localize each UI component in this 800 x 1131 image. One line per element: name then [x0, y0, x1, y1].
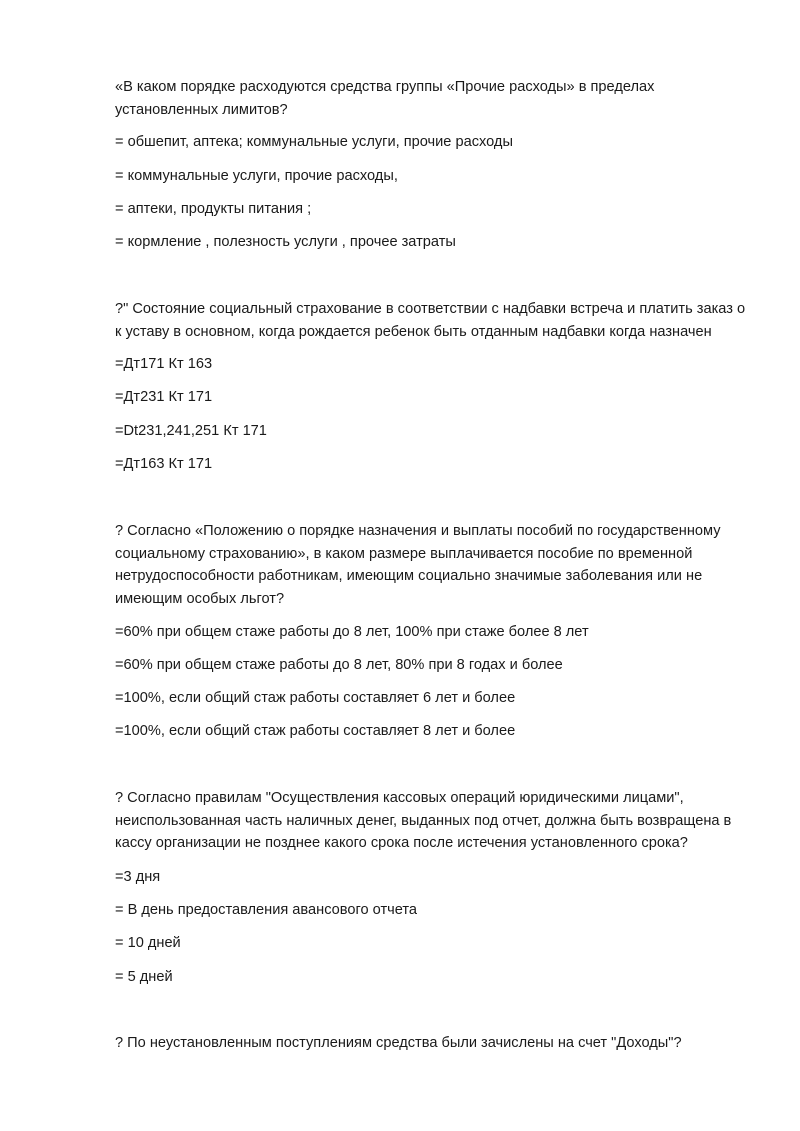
question-2-answer-1: =Дт171 Кт 163 [115, 356, 213, 372]
question-1-answer-1: = обшепит, аптека; коммунальные услуги, прочие расходы [115, 134, 513, 150]
question-1-answer-3: = аптеки, продукты питания ; [115, 201, 312, 217]
question-4-answer-2: = В день предоставления авансового отчета [115, 902, 417, 918]
question-4-answer-4: = 5 дней [115, 969, 173, 985]
question-3-answer-2: =60% при общем стаже работы до 8 лет, 80% при 8 годах и более [115, 657, 563, 673]
question-2-answer-3: =Dt231,241,251 Кт 171 [115, 423, 267, 439]
question-2-answer-4: =Дт163 Кт 171 [115, 456, 213, 472]
question-2-answer-2: =Дт231 Кт 171 [115, 389, 213, 405]
question-4-text: ? Согласно правилам "Осуществления кассовых операций юридическими лицами", неиспользованная часть наличных денег, выданных под отчет, должна быть возвращена в кассу организации не позднее какого срока после истечения установленного срока? [115, 790, 732, 851]
question-3-answer-1: =60% при общем стаже работы до 8 лет, 100% при стаже более 8 лет [115, 624, 589, 640]
question-1-text: «В каком порядке расходуются средства группы «Прочие расходы» в пределах установленных лимитов? [115, 79, 655, 118]
question-5-text: ? По неустановленным поступлениям средства были зачислены на счет "Доходы"? [115, 1035, 682, 1051]
question-2-text: ?" Состояние социальный страхование в соответствии с надбавки встреча и платить заказ о к уставу в основном, когда рождается ребенок быть отданным надбавки когда назначен [115, 301, 746, 340]
question-1-answer-4: = кормление , полезность услуги , прочее затраты [115, 234, 456, 250]
question-3-text: ? Согласно «Положению о порядке назначения и выплаты пособий по государственному социальному страхованию», в каком размере выплачивается пособие по временной нетрудоспособности работникам, имеющим социально значимые заболевания или не имеющим особых льгот? [115, 523, 721, 607]
question-3-answer-4: =100%, если общий стаж работы составляет 8 лет и более [115, 723, 516, 739]
question-3-answer-3: =100%, если общий стаж работы составляет 6 лет и более [115, 690, 516, 706]
question-4-answer-3: = 10 дней [115, 935, 181, 951]
question-4-answer-1: =3 дня [115, 869, 161, 885]
question-1-answer-2: = коммунальные услуги, прочие расходы, [115, 168, 398, 184]
